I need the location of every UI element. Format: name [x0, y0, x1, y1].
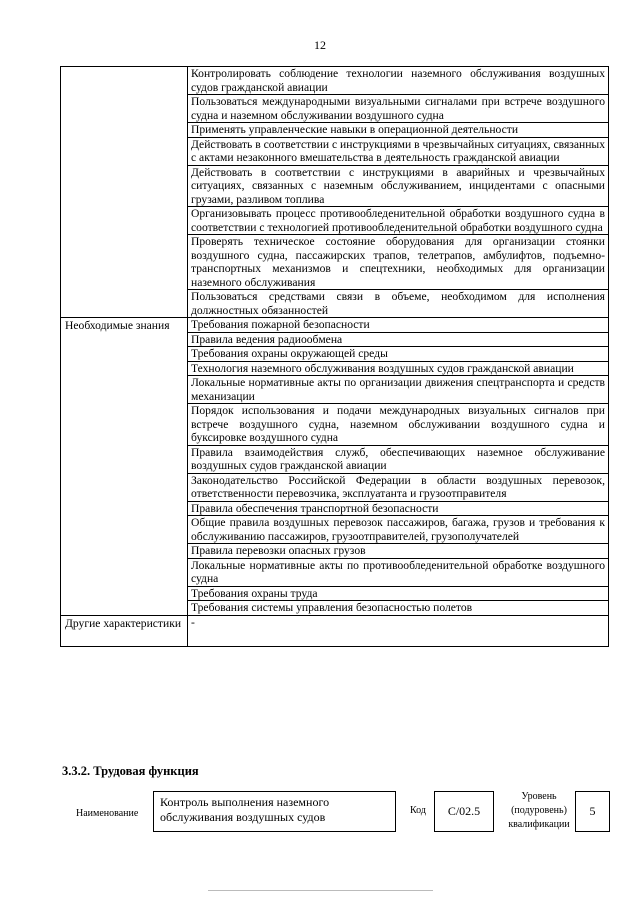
skills-category-cell [61, 67, 188, 318]
other-characteristics-label: Другие характеристики [61, 615, 188, 646]
other-characteristics-value: - [188, 615, 609, 646]
knowledge-item: Технология наземного обслуживания воздушных судов гражданской авиации [188, 361, 609, 376]
skill-item: Пользоваться международными визуальными сигналами при встрече воздушного судна и наземном обслуживании воздушного судна [188, 95, 609, 123]
labor-function-row [0, 788, 640, 838]
knowledge-item: Законодательство Российской Федерации в области воздушных перевозок, ответственности перевозчика, эксплуатанта и грузоотправителя [188, 473, 609, 501]
knowledge-item: Общие правила воздушных перевозок пассажиров, багажа, грузов и требования к обслуживанию пассажиров, грузоотправителей, грузополучателей [188, 516, 609, 544]
qualification-level-value: 5 [575, 791, 610, 832]
code-value: C/02.5 [434, 791, 494, 832]
section-heading: 3.3.2. Трудовая функция [62, 764, 199, 778]
knowledge-item: Требования системы управления безопасностью полетов [188, 601, 609, 616]
knowledge-item: Требования охраны окружающей среды [188, 347, 609, 362]
knowledge-item: Локальные нормативные акты по противообледенительной обработке воздушного судна [188, 558, 609, 586]
name-label: Наименование [76, 808, 139, 819]
knowledge-item: Правила ведения радиообмена [188, 332, 609, 347]
knowledge-item: Локальные нормативные акты по организации движения спецтранспорта и средств механизации [188, 376, 609, 404]
skill-item: Проверять техническое состояние оборудования для организации стоянки воздушного судна, пассажирских трапов, телетрапов, амбулифтов, подъемно-транспортных механизмов и спецтехники, необходимых для организации наземного обслуживания [188, 235, 609, 290]
knowledge-item: Правила перевозки опасных грузов [188, 544, 609, 559]
requirements-table [60, 66, 609, 647]
skill-item: Пользоваться средствами связи в объеме, необходимом для исполнения должностных обязанностей [188, 290, 609, 318]
knowledge-item: Правила взаимодействия служб, обеспечивающих наземное обслуживание воздушных судов гражданской авиации [188, 445, 609, 473]
table-row [61, 615, 609, 646]
name-value: Контроль выполнения наземного обслуживания воздушных судов [153, 791, 396, 832]
knowledge-item: Требования пожарной безопасности [188, 318, 609, 333]
skill-item: Применять управленческие навыки в операционной деятельности [188, 123, 609, 138]
knowledge-item: Правила обеспечения транспортной безопасности [188, 501, 609, 516]
knowledge-item: Порядок использования и подачи международных визуальных сигналов при встрече воздушного судна, наземном обслуживании воздушного судна и буксировке воздушного судна [188, 404, 609, 446]
footer-rule [208, 890, 433, 891]
skill-item: Действовать в соответствии с инструкциями в аварийных и чрезвычайных ситуациях, связанных с наземным обслуживанием, инцидентами с опасными грузами, разливом топлива [188, 165, 609, 207]
skill-item: Организовывать процесс противообледенительной обработки воздушного судна в соответствии с технологией противообледенительной обработки воздушного судна [188, 207, 609, 235]
skill-item: Контролировать соблюдение технологии наземного обслуживания воздушных судов гражданской авиации [188, 67, 609, 95]
skill-item: Действовать в соответствии с инструкциями в чрезвычайных ситуациях, связанных с актами незаконного вмешательства в деятельность гражданской авиации [188, 137, 609, 165]
knowledge-label: Необходимые знания [61, 318, 188, 616]
table-row [61, 318, 609, 333]
code-label: Код [410, 805, 426, 816]
knowledge-item: Требования охраны труда [188, 586, 609, 601]
page-number: 12 [314, 38, 326, 52]
table-row [61, 67, 609, 95]
qualification-level-label: Уровень (подуровень) квалификации [508, 791, 570, 830]
